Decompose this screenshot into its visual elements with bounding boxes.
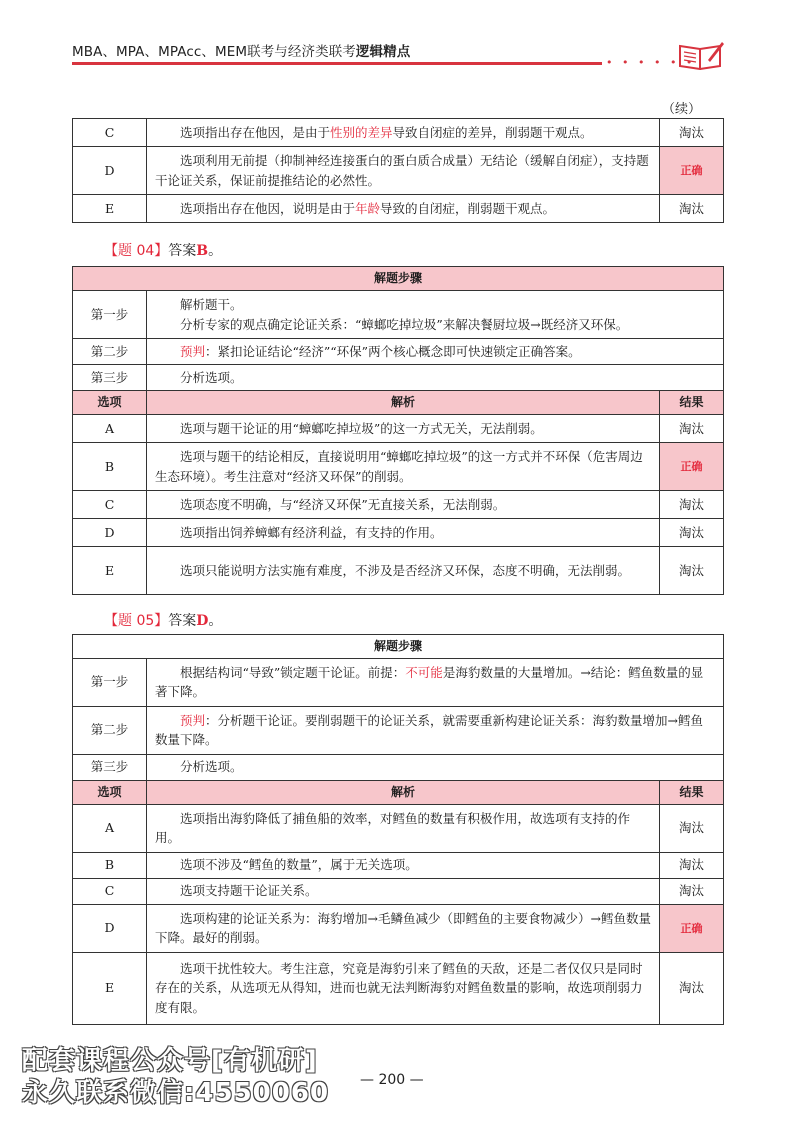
steps-header: 解题步骤 <box>73 635 724 659</box>
option-analysis: 选项态度不明确，与“经济又环保”无直接关系，无法削弱。 <box>147 491 660 519</box>
option-analysis: 选项构建的论证关系为：海豹增加→毛鳞鱼减少（即鳕鱼的主要食物减少）→鳕鱼数量下降。最好的削弱。 <box>147 904 660 952</box>
option-analysis: 选项不涉及“鳕鱼的数量”，属于无关选项。 <box>147 852 660 878</box>
step-label: 第二步 <box>73 339 147 365</box>
table-row <box>73 443 724 491</box>
highlight-text: 性别的差异 <box>330 124 393 140</box>
step-label: 第三步 <box>73 754 147 780</box>
table-row <box>73 952 724 1024</box>
analysis-text: 导致自闭症的差异，削弱题干观点。 <box>392 124 593 140</box>
option-letter: E <box>73 952 147 1024</box>
prejudge-label: 预判 <box>180 343 206 359</box>
step-text: 根据结构词“导致”锁定题干论证。前提： <box>180 664 406 680</box>
step-content: 分析选项。 <box>147 754 724 780</box>
col-result: 结果 <box>660 391 724 415</box>
table-row <box>73 852 724 878</box>
option-letter: A <box>73 804 147 852</box>
option-analysis: 选项与题干论证的用“蟑螂吃掉垃圾”的这一方式无关，无法削弱。 <box>147 415 660 443</box>
step-row <box>73 339 724 365</box>
step-row <box>73 291 724 339</box>
answer-letter: D <box>196 613 209 629</box>
step-text: 解析题干。 <box>180 297 243 313</box>
option-analysis: 选项支持题干论证关系。 <box>147 878 660 904</box>
col-analysis: 解析 <box>147 391 660 415</box>
step-label: 第一步 <box>73 658 147 706</box>
option-analysis: 选项指出海豹降低了捕鱼船的效率，对鳕鱼的数量有积极作用，故选项有支持的作用。 <box>147 804 660 852</box>
option-analysis: 选项与题干的结论相反，直接说明用“蟑螂吃掉垃圾”的这一方式并不环保（危害周边生态环境）。考生注意对“经济又环保”的削弱。 <box>147 443 660 491</box>
option-result: 淘汰 <box>660 547 724 595</box>
option-analysis: 选项干扰性较大。考生注意，究竟是海豹引来了鳕鱼的天敌，还是二者仅仅只是同时存在的关系，从选项无从得知，进而也就无法判断海豹对鳕鱼数量的影响，故选项削弱力度有限。 <box>147 952 660 1024</box>
column-header-row <box>73 391 724 415</box>
step-row <box>73 658 724 706</box>
question-05-heading <box>104 610 222 630</box>
header-title <box>72 40 410 60</box>
header-title-bold: 逻辑精点 <box>355 44 411 60</box>
step-row <box>73 365 724 391</box>
option-letter: D <box>73 904 147 952</box>
step-content <box>147 339 724 365</box>
option-letter: E <box>73 547 147 595</box>
option-letter: B <box>73 443 147 491</box>
book-pen-icon <box>678 40 724 70</box>
col-analysis: 解析 <box>147 780 660 804</box>
header-rule <box>72 62 602 65</box>
option-letter: D <box>73 147 147 195</box>
answer-letter: B <box>196 243 209 259</box>
highlight-text: 不可能 <box>405 664 443 680</box>
option-result-correct: 正确 <box>660 443 724 491</box>
option-result: 淘汰 <box>660 519 724 547</box>
option-result: 淘汰 <box>660 878 724 904</box>
step-row <box>73 706 724 754</box>
option-analysis <box>147 195 660 223</box>
answer-end: 。 <box>208 243 223 259</box>
step-label: 第二步 <box>73 706 147 754</box>
option-analysis: 选项利用无前提（抑制神经连接蛋白的蛋白质合成量）无结论（缓解自闭症），支持题干论证关系，保证前提推结论的必然性。 <box>147 147 660 195</box>
option-letter: A <box>73 415 147 443</box>
option-analysis: 选项只能说明方法实施有难度，不涉及是否经济又环保，态度不明确，无法削弱。 <box>147 547 660 595</box>
table-row <box>73 547 724 595</box>
table-row <box>73 491 724 519</box>
step-label: 第三步 <box>73 365 147 391</box>
option-result: 淘汰 <box>660 415 724 443</box>
header-title-plain: MBA、MPA、MPAcc、MEM联考与经济类联考 <box>72 44 356 60</box>
answer-label: 答案 <box>168 243 197 259</box>
option-result: 淘汰 <box>660 119 724 147</box>
column-header-row <box>73 780 724 804</box>
step-label: 第一步 <box>73 291 147 339</box>
question-04-heading <box>104 240 222 260</box>
option-letter: C <box>73 878 147 904</box>
step-text: 是海豹数量的大量增加。→结论：鳕鱼数量的显著下降。 <box>155 664 704 700</box>
steps-header-row <box>73 267 724 291</box>
analysis-text: 选项指出存在他因，说明是由于 <box>180 200 356 216</box>
step-content: 分析选项。 <box>147 365 724 391</box>
answer-end: 。 <box>208 613 223 629</box>
option-result-correct: 正确 <box>660 147 724 195</box>
option-letter: C <box>73 491 147 519</box>
col-option: 选项 <box>73 391 147 415</box>
option-result: 淘汰 <box>660 491 724 519</box>
option-result: 淘汰 <box>660 804 724 852</box>
option-result: 淘汰 <box>660 852 724 878</box>
watermark-line-1: 配套课程公众号[有机研] <box>22 1046 318 1076</box>
table-row <box>73 519 724 547</box>
table-row <box>73 415 724 443</box>
step-text: ：分析题干论证。要削弱题干的论证关系，就需要重新构建论证关系：海豹数量增加→鳕鱼数量下降。 <box>155 712 703 748</box>
highlight-text: 年龄 <box>355 200 381 216</box>
answer-label: 答案 <box>168 613 197 629</box>
analysis-text: 选项指出存在他因，是由于 <box>180 124 331 140</box>
option-result: 淘汰 <box>660 195 724 223</box>
col-result: 结果 <box>660 780 724 804</box>
watermark-line-2: 永久联系微信:4550060 <box>22 1078 330 1108</box>
option-result-correct: 正确 <box>660 904 724 952</box>
step-text: 分析专家的观点确定论证关系：“蟑螂吃掉垃圾”来解决餐厨垃圾→既经济又环保。 <box>180 316 629 332</box>
option-letter: E <box>73 195 147 223</box>
option-letter: D <box>73 519 147 547</box>
step-content <box>147 658 724 706</box>
continued-label: （续） <box>662 102 702 117</box>
option-result: 淘汰 <box>660 952 724 1024</box>
page-header <box>0 0 800 70</box>
table-row <box>73 195 724 223</box>
table-row <box>73 878 724 904</box>
continued-options-table <box>72 118 724 223</box>
steps-header-row <box>73 635 724 659</box>
question-04-table <box>72 266 724 595</box>
table-row <box>73 119 724 147</box>
table-row <box>73 804 724 852</box>
step-content <box>147 706 724 754</box>
page-number: — 200 — <box>360 1072 424 1088</box>
table-row <box>73 147 724 195</box>
option-analysis: 选项指出饲养蟑螂有经济利益，有支持的作用。 <box>147 519 660 547</box>
question-tag: 【题 05】 <box>104 613 169 629</box>
step-row <box>73 754 724 780</box>
col-option: 选项 <box>73 780 147 804</box>
step-text: ：紧扣论证结论“经济”“环保”两个核心概念即可快速锁定正确答案。 <box>205 343 581 359</box>
analysis-text: 导致的自闭症，削弱题干观点。 <box>380 200 556 216</box>
step-content <box>147 291 724 339</box>
option-letter: B <box>73 852 147 878</box>
option-analysis <box>147 119 660 147</box>
question-tag: 【题 04】 <box>104 243 169 259</box>
question-05-table <box>72 634 724 1025</box>
prejudge-label: 预判 <box>180 712 206 728</box>
table-row <box>73 904 724 952</box>
option-letter: C <box>73 119 147 147</box>
header-dots: • • • • • • <box>606 56 696 69</box>
steps-header: 解题步骤 <box>73 267 724 291</box>
